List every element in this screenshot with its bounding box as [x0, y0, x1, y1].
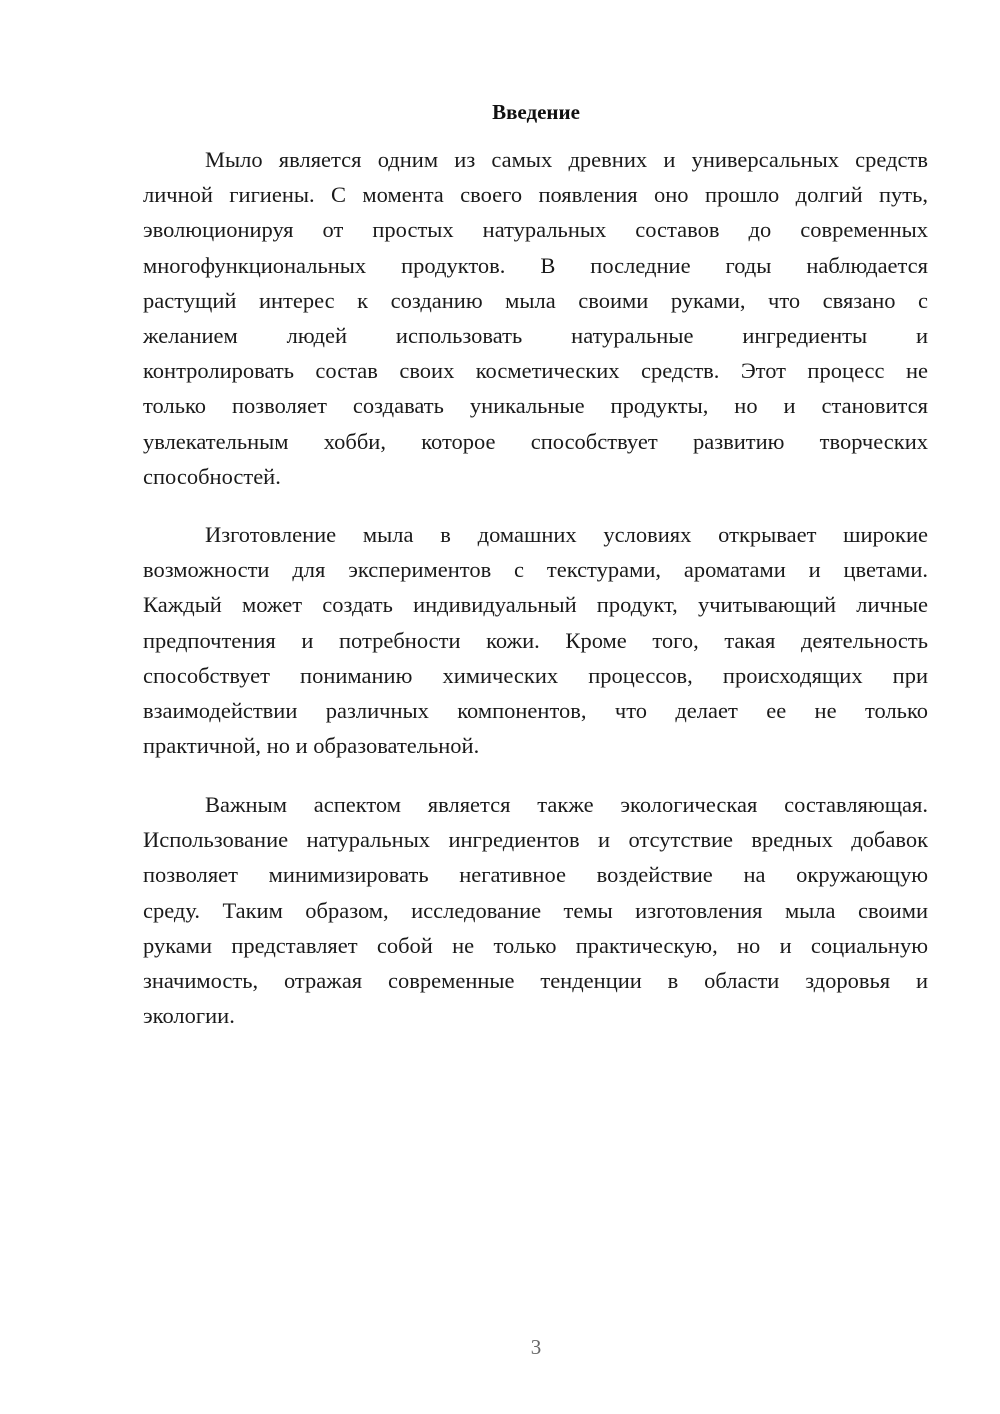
- paragraph-line: растущий интерес к созданию мыла своими руками, что связано с: [143, 287, 928, 313]
- section-title: Введение: [492, 100, 580, 124]
- paragraph-line: позволяет минимизировать негативное воздействие на окружающую: [143, 862, 928, 888]
- paragraph-line: экологии.: [143, 1003, 235, 1029]
- paragraph-line: руками представляет собой не только практическую, но и социальную: [143, 932, 928, 958]
- paragraph-line: эволюционируя от простых натуральных составов до современных: [143, 217, 928, 243]
- paragraph-line: способствует пониманию химических процессов, происходящих при: [143, 662, 928, 688]
- paragraph-line: Изготовление мыла в домашних условиях открывает широкие: [205, 522, 928, 547]
- paragraph-1: [143, 142, 928, 494]
- paragraph-line: увлекательным хобби, которое способствует развитию творческих: [143, 428, 928, 454]
- paragraph-line: личной гигиены. С момента своего появления оно прошло долгий путь,: [143, 182, 928, 208]
- paragraph-line: контролировать состав своих косметических средств. Этот процесс не: [143, 358, 928, 384]
- paragraph-line: Использование натуральных ингредиентов и отсутствие вредных добавок: [143, 827, 928, 853]
- paragraph-line: многофункциональных продуктов. В последние годы наблюдается: [143, 252, 928, 278]
- paragraph-line: способностей.: [143, 463, 281, 489]
- paragraph-line: желанием людей использовать натуральные ингредиенты и: [143, 322, 928, 348]
- paragraph-line: только позволяет создавать уникальные продукты, но и становится: [143, 393, 928, 419]
- paragraph-3: [143, 787, 928, 1033]
- paragraph-line: практичной, но и образовательной.: [143, 733, 480, 759]
- paragraph-line: среду. Таким образом, исследование темы изготовления мыла своими: [143, 897, 928, 923]
- paragraph-line: Каждый может создать индивидуальный продукт, учитывающий личные: [143, 592, 928, 618]
- page-number: 3: [530, 1335, 542, 1359]
- paragraph-line: предпочтения и потребности кожи. Кроме того, такая деятельность: [143, 627, 928, 653]
- paragraph-line: взаимодействии различных компонентов, что делает ее не только: [143, 697, 928, 723]
- paragraph-2: [143, 517, 928, 763]
- paragraph-line: возможности для экспериментов с текстурами, ароматами и цветами.: [143, 557, 928, 583]
- paragraph-line: значимость, отражая современные тенденции в области здоровья и: [143, 967, 928, 993]
- paragraph-line: Важным аспектом является также экологическая составляющая.: [205, 792, 928, 817]
- paragraph-line: Мыло является одним из самых древних и универсальных средств: [205, 147, 928, 172]
